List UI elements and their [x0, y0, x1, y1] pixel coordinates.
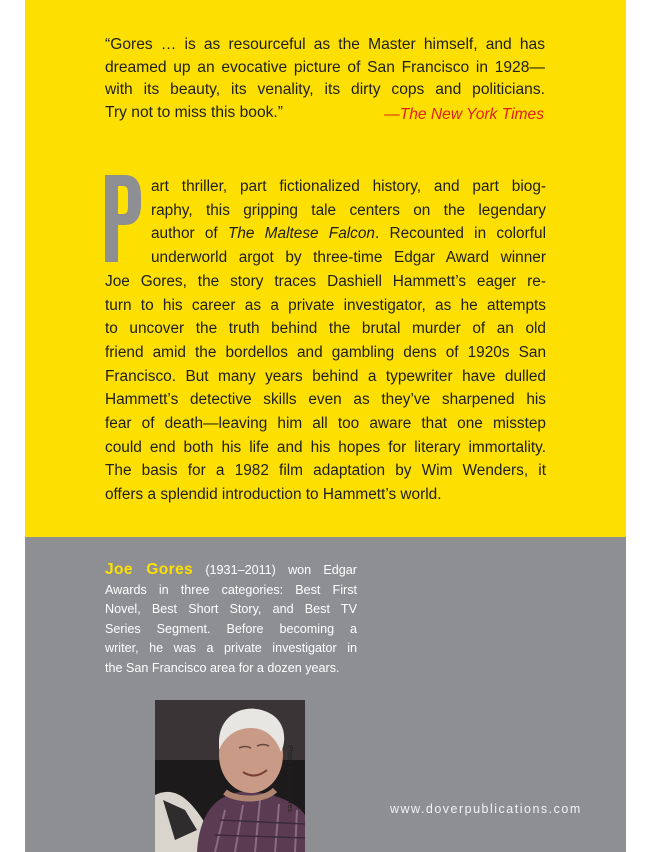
back-cover: [25, 0, 626, 852]
book-title: The Maltese Falcon: [227, 225, 375, 243]
bio-line: the San Francisco area for a dozen years.: [105, 660, 340, 675]
photo-credit: Photo by Dori Gores: [286, 745, 293, 813]
bio-line: writer, he was a private investigator in: [105, 641, 357, 655]
description-line: art thriller, part fictionalized history, and part biog-: [151, 178, 546, 195]
quote-line: dreamed up an evocative picture of San Francisco in 1928—: [105, 58, 545, 76]
quote-line: Try not to miss this book.”: [105, 103, 283, 121]
quote-line: “Gores … is as resourceful as the Master himself, and has: [105, 36, 545, 53]
author-bio: [105, 560, 357, 678]
description-line: turn to his career as a private investigator, as he attempts: [105, 296, 546, 314]
bio-line: [105, 560, 357, 581]
bio-line: Novel, Best Short Story, and Best TV: [105, 602, 357, 616]
description-line: Hammett’s detective skills even as they’ve sharpened his: [105, 391, 546, 409]
description-line: to uncover the truth behind the brutal murder of an old: [105, 320, 546, 338]
description-line: underworld argot by three-time Edgar Award winner: [151, 249, 546, 267]
author-name: Joe Gores: [105, 561, 194, 578]
description-line: [151, 222, 546, 246]
book-description: [105, 175, 546, 507]
dropcap-indented-lines: [105, 175, 546, 270]
description-line: Joe Gores, the story traces Dashiell Hammett’s eager re-: [105, 272, 546, 290]
yellow-panel: [25, 0, 626, 537]
description-line: could end both his life and his hopes for literary immortality.: [105, 438, 546, 456]
quote-line: with its beauty, its venality, its dirty cops and politicians.: [105, 81, 545, 98]
description-line: Francisco. But many years behind a typewriter have dulled: [105, 367, 546, 385]
description-text: . Recounted in colorful: [375, 225, 546, 243]
author-photo: [155, 700, 305, 852]
description-line: raphy, this gripping tale centers on the legendary: [151, 201, 546, 219]
description-line: The basis for a 1982 film adaptation by Wim Wenders, it: [105, 462, 546, 480]
description-line: friend amid the bordellos and gambling dens of 1920s San: [105, 343, 546, 361]
bio-text: (1931–2011) won Edgar: [193, 563, 357, 577]
bio-line: Series Segment. Before becoming a: [105, 621, 357, 636]
description-text: author of: [151, 225, 218, 243]
description-line: fear of death—leaving him all too aware that one misstep: [105, 415, 546, 433]
quote-source: —The New York Times: [384, 106, 544, 123]
description-line: offers a splendid introduction to Hammett’s world.: [105, 486, 442, 504]
publisher-website: www.doverpublications.com: [390, 802, 582, 816]
bio-line: Awards in three categories: Best First: [105, 582, 357, 597]
